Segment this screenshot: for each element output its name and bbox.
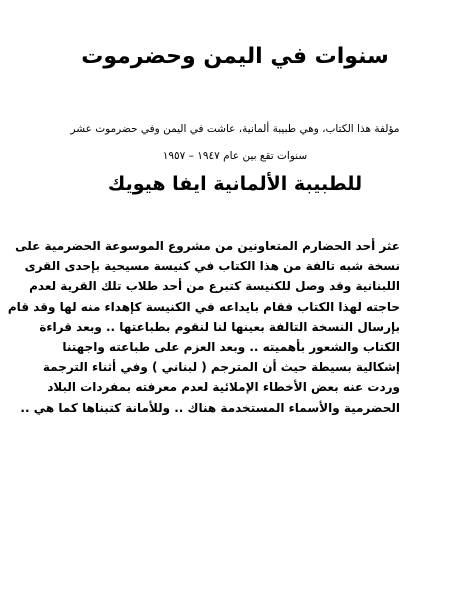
body-line: عثر أحد الحضارم المتعاونين من مشروع الموسوعة الحضرمية على — [15, 239, 400, 253]
body-paragraph — [7, 236, 400, 418]
page-title: سنوات في اليمن وحضرموت — [81, 44, 389, 69]
body-line: إشكالية بسيطة حيث أن المترجم ( لبناني ) وفي أثناء الترجمة — [42, 360, 400, 375]
author-heading: للطبيبة الألمانية ايفا هيويك — [107, 173, 363, 195]
subtitle-line-2: سنوات تقع بين عام ١٩٤٧ – ١٩٥٧ — [162, 150, 308, 162]
subtitle-line-1: مؤلفة هذا الكتاب، وهي طبيبة ألمانية، عاشت في اليمن وفي حضرموت عشر — [70, 123, 400, 135]
body-line: اللبنانية وقد وصل للكنيسة كتبرع من أحد طلاب تلك القرية لعدم — [29, 279, 400, 294]
body-line: حاجته لهذا الكتاب فقام بايداعه في الكنيسة كإهداء منه لها وقد قام — [7, 299, 400, 314]
body-line: الكتاب والشعور بأهميته .. وبعد العزم على طباعته واجهتنا — [62, 339, 400, 354]
body-line: الحضرمية والأسماء المستخدمة هناك .. وللأمانة كتبناها كما هي .. — [20, 400, 400, 415]
body-line: نسخة شبه تالفة من هذا الكتاب في كنيسة مسيحية بإحدى القرى — [24, 259, 400, 274]
body-line: بإرسال النسخة التالفة بعينها لنا لنقوم بطباعتها .. وبعد قراءة — [39, 319, 400, 334]
body-line: وردت عنه بعض الأخطاء الإملائية لعدم معرفته بمفردات البلاد — [47, 380, 400, 395]
